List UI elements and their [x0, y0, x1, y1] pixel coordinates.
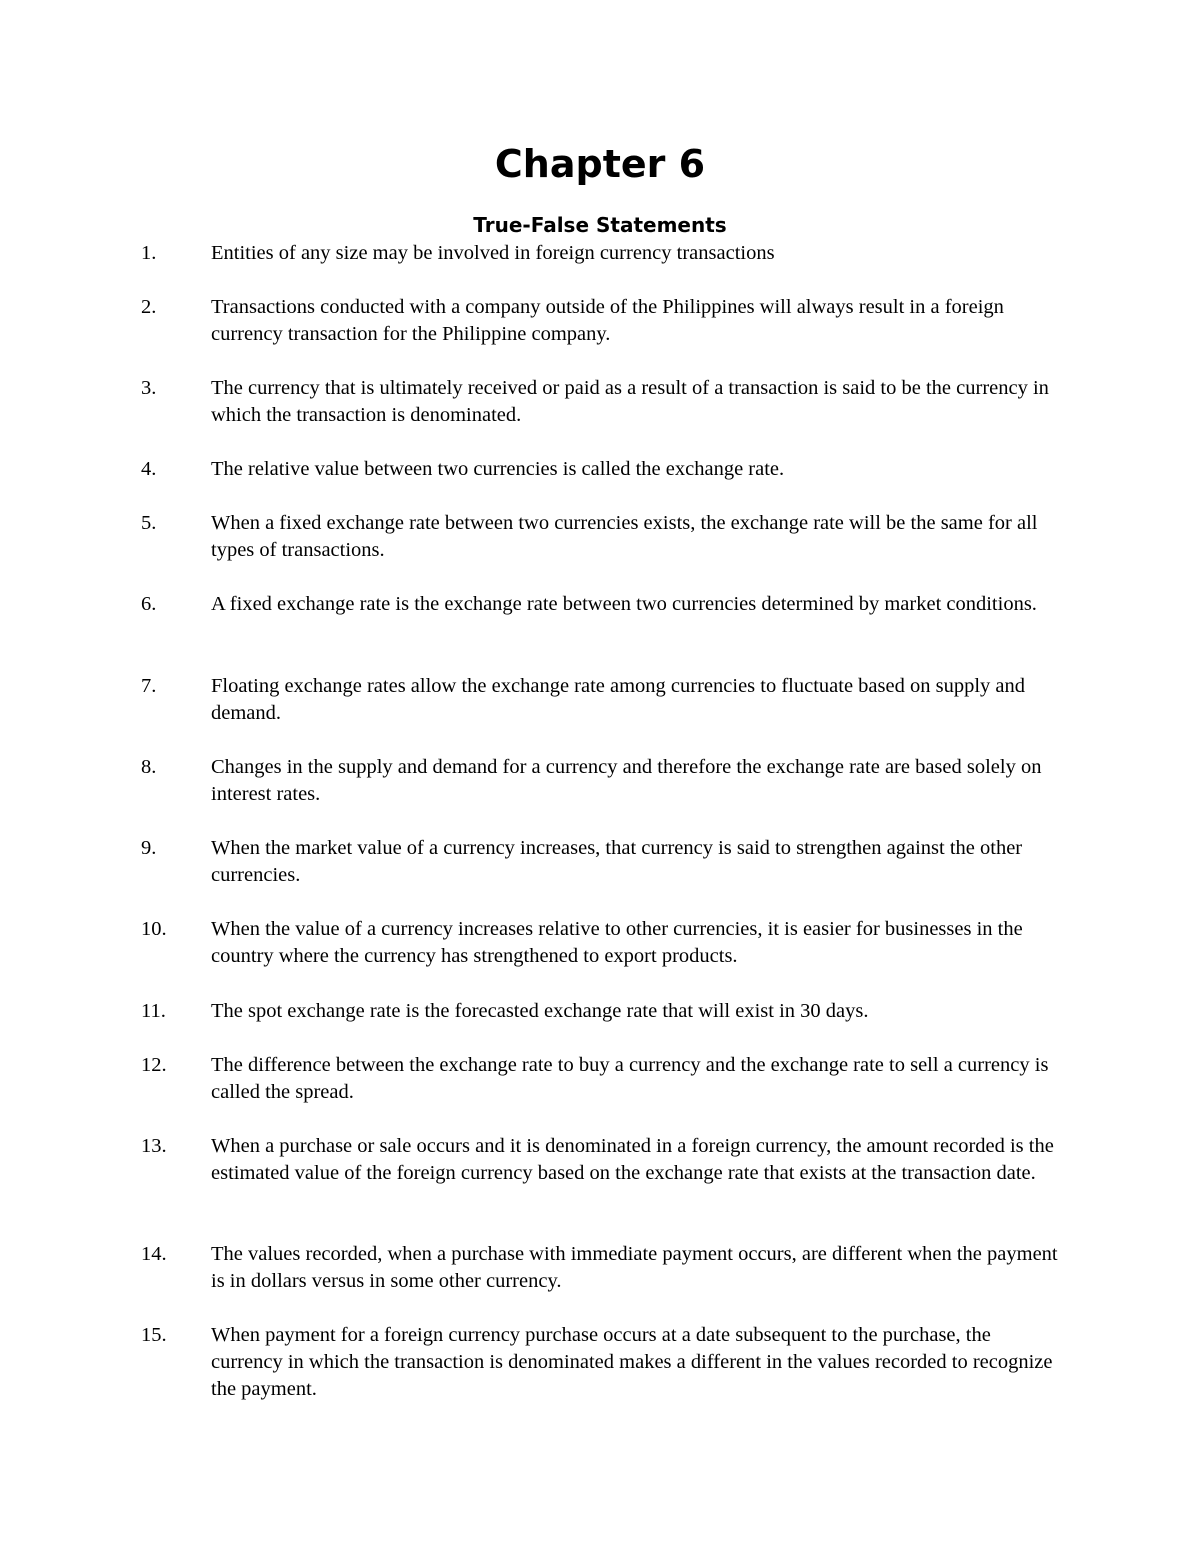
statement-number: 15.	[141, 1324, 167, 1346]
statement-text: Floating exchange rates allow the exchange rate among currencies to fluctuate based on supply and demand.	[211, 675, 1026, 724]
statement-text: Entities of any size may be involved in foreign currency transactions	[211, 242, 775, 264]
chapter-title: Chapter 6	[494, 142, 706, 186]
statement-number: 1.	[141, 242, 157, 264]
statement-number: 11.	[141, 1000, 166, 1022]
statement-text: The currency that is ultimately received or paid as a result of a transaction is said to be the currency in which the transaction is denominated.	[211, 377, 1049, 426]
statement-number: 8.	[141, 756, 157, 778]
statement-text: When payment for a foreign currency purchase occurs at a date subsequent to the purchase, the currency in which the transaction is denominated makes a different in the values recorded to recognize the payment.	[211, 1324, 1053, 1400]
statement-text: When a purchase or sale occurs and it is denominated in a foreign currency, the amount recorded is the estimated value of the foreign currency based on the exchange rate that exists at the transaction date.	[211, 1135, 1054, 1184]
statement-text: The spot exchange rate is the forecasted exchange rate that will exist in 30 days.	[211, 1000, 869, 1022]
statement-text: The difference between the exchange rate to buy a currency and the exchange rate to sell a currency is called the spread.	[211, 1054, 1049, 1103]
statement-number: 12.	[141, 1054, 167, 1076]
statement-number: 3.	[141, 377, 157, 399]
statement-text: The relative value between two currencies is called the exchange rate.	[211, 458, 785, 480]
statement-number: 4.	[141, 458, 157, 480]
statement-number: 9.	[141, 837, 157, 859]
statement-text: When the market value of a currency increases, that currency is said to strengthen against the other currencies.	[211, 837, 1023, 886]
statement-number: 13.	[141, 1135, 167, 1157]
statement-number: 10.	[141, 918, 167, 940]
statement-text: A fixed exchange rate is the exchange rate between two currencies determined by market conditions.	[211, 593, 1037, 615]
statement-text: When the value of a currency increases relative to other currencies, it is easier for businesses in the country where the currency has strengthened to export products.	[211, 918, 1023, 967]
statement-text: When a fixed exchange rate between two currencies exists, the exchange rate will be the same for all types of transactions.	[211, 512, 1038, 561]
statement-number: 5.	[141, 512, 157, 534]
statement-number: 7.	[141, 675, 157, 697]
section-title: True-False Statements	[473, 213, 727, 237]
statement-text: The values recorded, when a purchase with immediate payment occurs, are different when the payment is in dollars versus in some other currency.	[211, 1243, 1058, 1292]
statement-number: 2.	[141, 296, 157, 318]
statement-number: 14.	[141, 1243, 167, 1265]
statement-number: 6.	[141, 593, 157, 615]
statement-text: Transactions conducted with a company outside of the Philippines will always result in a foreign currency transaction for the Philippine company.	[211, 296, 1004, 345]
statement-text: Changes in the supply and demand for a currency and therefore the exchange rate are based solely on interest rates.	[211, 756, 1042, 805]
